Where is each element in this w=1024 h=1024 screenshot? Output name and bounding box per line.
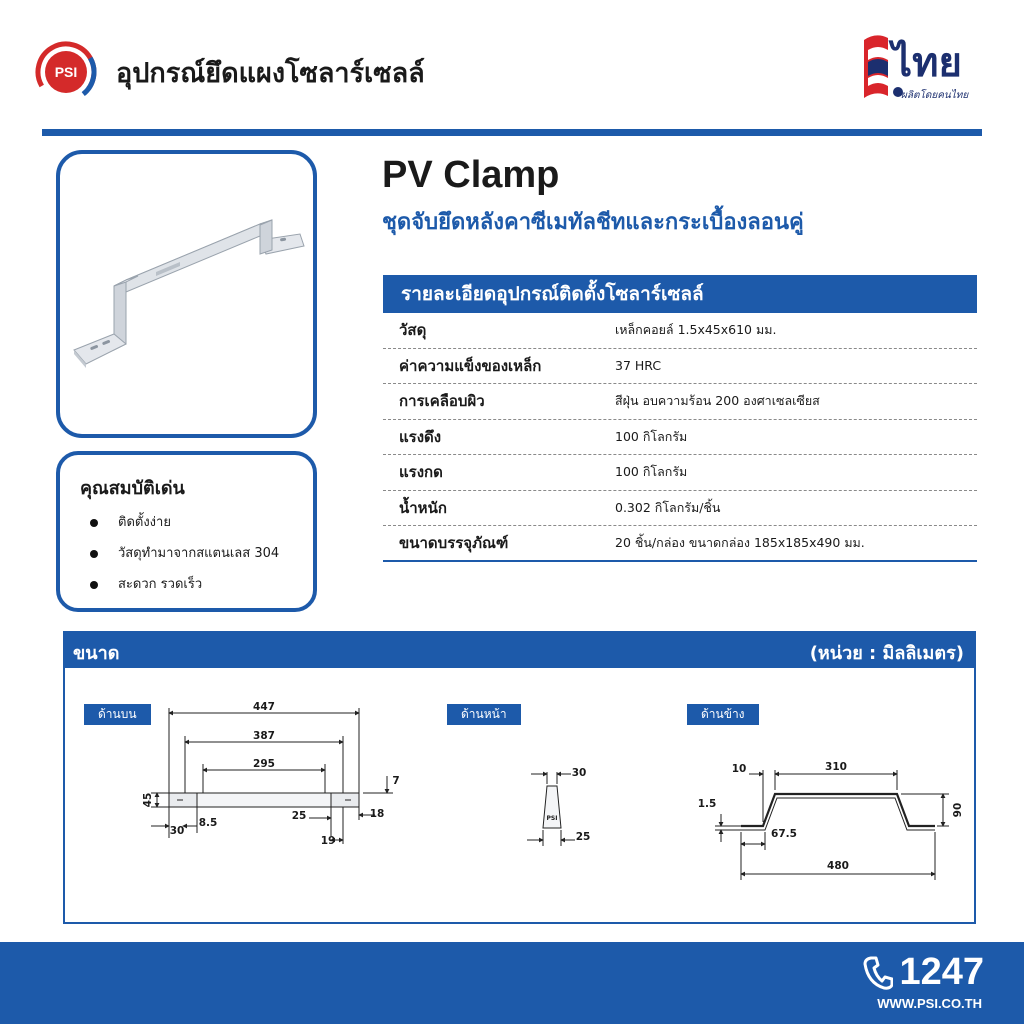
spec-label: การเคลือบผิว xyxy=(399,392,485,411)
feature-item xyxy=(88,546,279,577)
dim-447: 447 xyxy=(253,701,275,713)
dim-295: 295 xyxy=(253,758,275,770)
phone-icon xyxy=(863,956,893,990)
spec-value: 37 HRC xyxy=(615,358,662,374)
spec-row-weight xyxy=(383,491,977,527)
spec-row-coating xyxy=(383,384,977,420)
features-card xyxy=(56,451,317,612)
spec-value: 20 ชิ้น/กล่อง ขนาดกล่อง 185x185x490 มม. xyxy=(615,534,865,550)
top-view-tag: ด้านบน xyxy=(84,704,151,725)
spec-label: น้ำหนัก xyxy=(399,498,447,517)
spec-table-title: รายละเอียดอุปกรณ์ติดตั้งโซลาร์เซลล์ xyxy=(383,275,977,313)
feature-text: วัสดุทำมาจากสแตนเลส 304 xyxy=(118,546,280,561)
dimensions-panel xyxy=(63,668,976,924)
dimensions-header xyxy=(63,631,976,668)
dim-310: 310 xyxy=(825,761,847,773)
psi-logo xyxy=(34,40,98,104)
spec-row-packaging xyxy=(383,526,977,562)
bullet-icon xyxy=(90,550,98,558)
dim-67-5: 67.5 xyxy=(771,828,797,840)
side-view-tag: ด้านข้าง xyxy=(687,704,759,725)
dim-7: 7 xyxy=(392,775,400,787)
feature-item xyxy=(88,515,279,546)
dimensions-title: ขนาด xyxy=(73,643,120,664)
dim-25-top: 25 xyxy=(291,810,307,822)
pv-clamp-illustration xyxy=(60,154,313,434)
product-name: PV Clamp xyxy=(382,154,560,196)
spec-label: วัสดุ xyxy=(399,321,427,340)
spec-label: แรงดึง xyxy=(399,427,442,446)
header-title: อุปกรณ์ยึดแผงโซลาร์เซลล์ xyxy=(116,58,425,89)
bullet-icon xyxy=(90,581,98,589)
spec-row-tensile xyxy=(383,420,977,456)
dim-8-5: 8.5 xyxy=(198,817,218,829)
dim-10: 10 xyxy=(731,763,747,775)
front-view-tag: ด้านหน้า xyxy=(447,704,521,725)
dim-18: 18 xyxy=(369,808,385,820)
spec-row-material xyxy=(383,313,977,349)
spec-value: สีฝุ่น อบความร้อน 200 องศาเซลเซียส xyxy=(615,393,820,409)
dim-1-5: 1.5 xyxy=(697,798,717,810)
spec-table xyxy=(383,275,977,562)
spec-row-compression xyxy=(383,455,977,491)
product-image-card xyxy=(56,150,317,438)
feature-text: สะดวก รวดเร็ว xyxy=(118,577,203,592)
bullet-icon xyxy=(90,519,98,527)
dim-480: 480 xyxy=(827,860,849,872)
spec-value: 100 กิโลกรัม xyxy=(615,428,688,444)
dim-90: 90 xyxy=(952,802,964,818)
hotline-number: 1247 xyxy=(899,951,984,993)
spec-label: ขนาดบรรจุภัณฑ์ xyxy=(399,533,509,552)
product-subtitle: ชุดจับยึดหลังคาซีเมทัลชีทและกระเบื้องลอนคู่ xyxy=(382,210,804,235)
front-view-drawing xyxy=(527,772,575,846)
thai-mark-subtitle: ผลิตโดยคนไทย xyxy=(901,90,969,101)
feature-item xyxy=(88,577,279,608)
dim-30-top: 30 xyxy=(169,825,185,837)
dim-25-front: 25 xyxy=(575,831,591,843)
dimensions-unit: (หน่วย : มิลลิเมตร) xyxy=(809,643,964,664)
features-list xyxy=(88,515,279,608)
spec-value: 100 กิโลกรัม xyxy=(615,464,688,480)
spec-row-hardness xyxy=(383,349,977,385)
dim-45: 45 xyxy=(142,792,154,808)
features-title: คุณสมบัติเด่น xyxy=(80,478,185,499)
dim-19: 19 xyxy=(320,835,336,847)
dim-387: 387 xyxy=(253,730,275,742)
website-link[interactable]: WWW.PSI.CO.TH xyxy=(877,996,982,1011)
dim-30-front: 30 xyxy=(571,767,587,779)
psi-logo-text: PSI xyxy=(54,64,78,80)
spec-label: ค่าความแข็งของเหล็ก xyxy=(399,356,542,375)
spec-value: 0.302 กิโลกรัม/ชิ้น xyxy=(615,499,721,515)
thai-mark-text: ไทย xyxy=(892,40,962,86)
footer xyxy=(0,942,1024,1024)
feature-text: ติดตั้งง่าย xyxy=(118,515,171,530)
hotline[interactable] xyxy=(863,951,984,994)
spec-label: แรงกด xyxy=(399,463,443,482)
header-divider xyxy=(42,129,982,136)
spec-value: เหล็กคอยล์ 1.5x45x610 มม. xyxy=(615,322,777,338)
dimension-drawings xyxy=(65,668,974,922)
front-stamp: PSI xyxy=(546,815,558,822)
top-view-drawing xyxy=(151,708,393,844)
